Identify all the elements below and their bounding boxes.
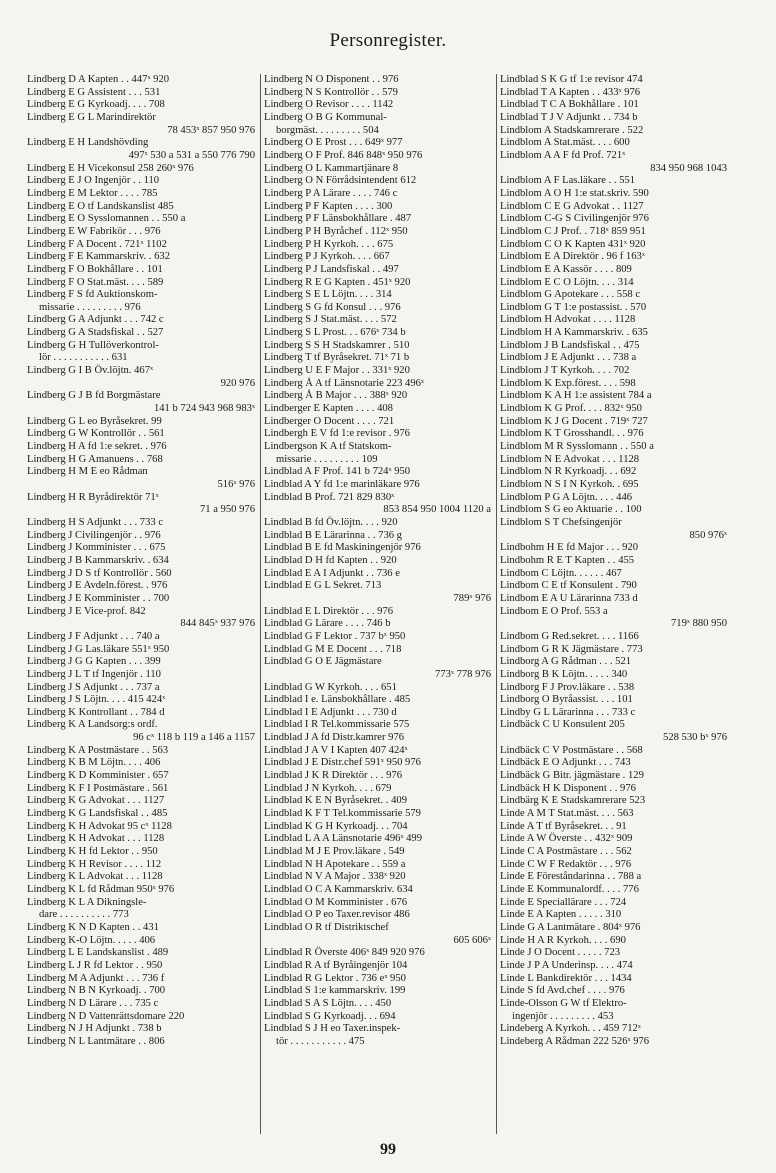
register-entry: Lindblad I e. Länsbokhållare . 485 <box>264 694 411 706</box>
register-entry: Lindberg K L fd Rådman 950ˣ 976 <box>27 884 175 895</box>
register-entry: Lindberg E G Kyrkoadj. . . . 708 <box>27 99 165 111</box>
register-entry: Lindblad N H Apotekare . . 559 a <box>264 858 406 870</box>
register-entry: Lindblad K F T Tel.kommissarie 579 <box>264 808 421 820</box>
register-entry: Lindberg K A Postmästare . . 563 <box>27 744 169 756</box>
register-entry: ingenjör . . . . . . . . . 453 <box>512 1010 614 1022</box>
register-entry: Lindblad K G H Kyrkoadj. . . 704 <box>264 820 408 832</box>
register-entry: Lindberg O B G Kommunal- <box>264 111 387 123</box>
register-entry-continuation: 789ˣ 976 <box>453 592 491 604</box>
register-entry: Lindberg H M E eo Rådman <box>27 466 148 478</box>
register-entry: Lindbärg K E Stadskamrerare 523 <box>500 795 646 807</box>
register-entry: missarie . . . . . . . . . 109 <box>276 453 378 465</box>
register-entry-continuation: 141 b 724 943 968 983ˣ <box>153 403 255 415</box>
register-entry: Lindberg E H Vicekonsul 258 260ˣ 976 <box>27 162 194 174</box>
register-entry: Lindblad O P eo Taxer.revisor 486 <box>264 909 410 921</box>
register-entry: Lindblom J E Adjunkt . . . 738 a <box>500 352 637 364</box>
register-column-2 <box>260 74 496 1134</box>
register-entry: Lindberg S S H Stadskamrer . 510 <box>264 339 410 351</box>
register-entry: Lindberg N D Lärare . . . 735 c <box>27 997 159 1009</box>
register-entry: Lindblad J A V I Kapten 407 424ˣ <box>264 744 408 756</box>
register-entry: Lindberg J F Adjunkt . . . 740 a <box>27 630 160 642</box>
register-entry: Lindblad T C A Bokhållare . 101 <box>500 99 639 111</box>
register-entry: Lindberg H R Byrådirektör 71ˣ <box>27 491 159 503</box>
register-entry: Linde J O Docent . . . . . 723 <box>500 947 621 959</box>
register-entry: Lindblom C-G S Civilingenjör 976 <box>500 213 649 225</box>
register-entry: Lindblom H A Kammarskriv. . 635 <box>500 327 648 339</box>
register-entry: Lindblad A Y fd 1:e marinläkare 976 <box>264 479 420 490</box>
register-entry: Lindblom N E Advokat . . . 1128 <box>500 453 640 465</box>
register-column-1 <box>24 74 260 1134</box>
register-entry: Lindberg H A fd 1:e sekret. . 976 <box>27 441 167 453</box>
register-entry: missarie . . . . . . . . . 976 <box>39 301 141 313</box>
register-entry: Lindborg F J Prov.läkare . . 538 <box>500 681 635 693</box>
register-entry: Lindblom K A H 1:e assistent 784 a <box>500 390 652 402</box>
register-entry: Lindberg N L Lantmätare . . 806 <box>27 1035 165 1047</box>
register-entry: Lindberg K H fd Lektor . . 950 <box>27 846 158 858</box>
register-entry-continuation: 605 606ˣ <box>453 934 491 946</box>
register-entry: Lindberg E G Assistent . . . 531 <box>27 86 161 98</box>
register-entry: Lindberg G J B fd Borgmästare <box>27 390 161 402</box>
register-entry: Lindblom A Stat.mäst. . . . 600 <box>500 137 630 149</box>
register-entry: Lindberg N J H Adjunkt . 738 b <box>27 1023 162 1035</box>
register-entry: Lindberg F O Bokhållare . . 101 <box>27 263 163 275</box>
register-entry: Lindberg K L Advokat . . . 1128 <box>27 871 163 883</box>
register-entry: Linde A M T Stat.mäst. . . . 563 <box>500 808 634 820</box>
register-entry: Lindeberg A Rådman 222 526ˣ 976 <box>500 1035 650 1047</box>
register-entry: Lindberg P J Landsfiskal . . 497 <box>264 263 399 275</box>
register-entry: Lindblad G O E Jägmästare <box>264 656 382 668</box>
register-entry: Lindberg Å A tf Länsnotarie 223 496ˣ <box>264 377 424 389</box>
register-entry: Lindblad A F Prof. 141 b 724ˣ 950 <box>264 466 411 478</box>
register-entry: Lindblad E L Direktör . . . 976 <box>264 605 394 617</box>
register-entry: Lindblom K Exp.förest. . . . 598 <box>500 377 636 389</box>
register-entry: Lindberg M A Adjunkt . . . 736 f <box>27 972 165 984</box>
register-entry: Lindblom M R Sysslomann . . 550 a <box>500 441 654 453</box>
register-entry: Lindberg N D Vattenrättsdomare 220 <box>27 1010 185 1022</box>
register-entry: Lindbäck G Bitr. jägmästare . 129 <box>500 770 644 782</box>
register-entry: Lindbohm R E T Kapten . . 455 <box>500 554 635 566</box>
register-entry: Linde E A Kapten . . . . . 310 <box>500 909 622 921</box>
register-entry: Lindblom K G Prof. . . . 832ˣ 950 <box>500 403 642 415</box>
register-entry: Lindblad O C A Kammarskriv. 634 <box>264 884 413 895</box>
register-entry: Lindberg K D Komminister . 657 <box>27 770 169 782</box>
register-entry: Lindblom S G eo Aktuarie . . 100 <box>500 504 642 516</box>
register-entry-continuation: 96 cˣ 118 b 119 a 146 a 1157 <box>133 732 255 744</box>
register-entry: Lindberg J B Kammarskriv. . 634 <box>27 554 169 566</box>
register-entry: Lindberg J E Komminister . . 700 <box>27 592 170 604</box>
register-entry: Lindberg K B M Löjtn. . . . 406 <box>27 757 161 769</box>
register-column-3 <box>496 74 732 1134</box>
register-entry: Lindblom G Apotekare . . . 558 c <box>500 289 641 301</box>
register-entry: Lindblad S 1:e kammarskriv. 199 <box>264 985 406 997</box>
register-entry: Lindblad S A S Löjtn. . . . 450 <box>264 997 392 1009</box>
register-entry: Lindblom A O H 1:e stat.skriv. 590 <box>500 187 649 199</box>
register-entry: lör . . . . . . . . . . . 631 <box>39 352 128 364</box>
register-entry: Lindblad G Lärare . . . . 746 b <box>264 618 391 630</box>
register-entry: Lindberg K H Advokat . . . 1128 <box>27 833 165 845</box>
register-entry: Lindblad O R tf Distriktschef <box>264 921 389 933</box>
register-entry: Lindbäck E O Adjunkt . . . 743 <box>500 757 631 769</box>
register-entry: Lindblom A Stadskamrerare . 522 <box>500 124 644 136</box>
register-entry: Lindberg P J Kyrkoh. . . . 667 <box>264 251 390 263</box>
register-entry: Lindberg G L eo Byråsekret. 99 <box>27 415 162 427</box>
register-entry: Lindblad B E Lärarinna . . 736 g <box>264 529 402 541</box>
register-entry-continuation: 850 976ˣ <box>689 529 727 541</box>
register-columns <box>24 74 758 1134</box>
register-entry: Lindbäck H K Disponent . . 976 <box>500 782 636 794</box>
register-entry: Lindberg P F Länsbokhållare . 487 <box>264 213 412 225</box>
register-entry-continuation: 834 950 968 1043 <box>650 162 727 174</box>
register-entry: Lindblom S T Chefsingenjör <box>500 516 622 528</box>
register-entry: Lindblad K E N Byråsekret. . 409 <box>264 795 407 807</box>
register-entry: Lindberg G I B Öv.löjtn. 467ˣ <box>27 365 154 377</box>
register-entry: Lindblad R A tf Byråingenjör 104 <box>264 959 408 971</box>
register-entry: Lindblom N S I N Kyrkoh. . 695 <box>500 479 639 490</box>
register-entry: Lindberg R E G Kapten . 451ˣ 920 <box>264 276 411 288</box>
register-entry: Lindberg J E Avdeln.förest. . 976 <box>27 580 168 592</box>
register-entry: Lindberg S G fd Konsul . . . 976 <box>264 301 401 313</box>
register-entry: Lindborg A G Rådman . . . 521 <box>500 656 632 668</box>
register-entry: Lindberg K A Landsorg:s ordf. <box>27 719 158 731</box>
register-entry: Lindbergson K A tf Statskom- <box>264 441 392 453</box>
register-entry: Linde L Bankdirektör . . . 1434 <box>500 972 632 984</box>
register-entry: Lindberg O N Förrådsintendent 612 <box>264 175 417 187</box>
register-entry: Lindblad J E Distr.chef 591ˣ 950 976 <box>264 757 421 769</box>
register-entry-continuation: 920 976 <box>220 377 255 389</box>
register-entry: Lindblom E A Kassör . . . . 809 <box>500 263 632 275</box>
register-entry: Lindblom N R Kyrkoadj. . . 692 <box>500 466 637 478</box>
register-entry: Lindberg T tf Byråsekret. 71ˣ 71 b <box>264 352 410 364</box>
register-entry: Lindblad T J V Adjunkt . . 734 b <box>500 111 638 123</box>
register-entry: Lindbom E O Prof. 553 a <box>500 605 608 617</box>
register-entry: Lindblad S K G tf 1:e revisor 474 <box>500 74 643 85</box>
register-entry: Lindbohm H E fd Major . . . 920 <box>500 542 638 554</box>
register-entry: Lindblad E A I Adjunkt . . 736 e <box>264 567 400 579</box>
register-entry: Linde E Kommunalordf. . . . 776 <box>500 884 639 895</box>
register-entry: Lindblad L A A Länsnotarie 496ˣ 499 <box>264 833 423 845</box>
register-entry: Lindberg G A Stadsfiskal . . 527 <box>27 327 164 339</box>
register-entry-continuation: 853 854 950 1004 1120 a <box>383 504 491 516</box>
register-entry: Lindblad S J H eo Taxer.inspek- <box>264 1023 401 1035</box>
register-entry: Linde J P A Underinsp. . . . 474 <box>500 959 633 971</box>
register-entry: Lindberger O Docent . . . . 721 <box>264 415 395 427</box>
register-entry: Lindberg O Revisor . . . . 1142 <box>264 99 394 111</box>
register-entry: Linde E Föreståndarinna . . 788 a <box>500 871 642 883</box>
register-entry: Lindblom C E G Advokat . . 1127 <box>500 200 644 212</box>
register-entry: Lindberg J G Las.läkare 551ˣ 950 <box>27 643 170 655</box>
register-entry: Linde E Speciallärare . . . 724 <box>500 896 627 908</box>
register-entry: Lindberg J Komminister . . . 675 <box>27 542 166 554</box>
register-entry: Lindblad N V A Major . 338ˣ 920 <box>264 871 406 883</box>
register-entry: tör . . . . . . . . . . . 475 <box>276 1035 365 1047</box>
register-entry: Lindberg S J Stat.mäst. . . . 572 <box>264 314 397 326</box>
register-entry: Lindberg K H Advokat 95 cˣ 1128 <box>27 820 172 832</box>
register-entry: Lindblad G W Kyrkoh. . . . 651 <box>264 681 397 693</box>
register-entry: Lindblad B E fd Maskiningenjör 976 <box>264 542 421 554</box>
register-entry: Linde G A Lantmätare . 804ˣ 976 <box>500 921 641 933</box>
register-entry: Lindberg E O tf Landskanslist 485 <box>27 200 174 212</box>
register-entry: Lindeberg A Kyrkoh. . . 459 712ˣ <box>500 1023 641 1035</box>
register-entry: Lindblad R Överste 406ˣ 849 920 976 <box>264 947 425 959</box>
register-entry: Lindberg F O Stat.mäst. . . . 589 <box>27 276 164 288</box>
register-entry: dare . . . . . . . . . . 773 <box>39 909 129 921</box>
register-entry: Lindberg F E Kammarskriv. . 632 <box>27 251 170 263</box>
register-entry: Lindberg N S Kontrollör . . 579 <box>264 86 398 98</box>
register-entry: Lindberg J L T tf Ingenjör . 110 <box>27 668 161 680</box>
register-entry: Lindberg U E F Major . . 331ˣ 920 <box>264 365 410 377</box>
register-entry: Linde A T tf Byråsekret. . . 91 <box>500 820 627 832</box>
register-entry: Lindberg K H Revisor . . . . 112 <box>27 858 162 870</box>
register-entry: Lindblad M J E Prov.läkare . 549 <box>264 846 405 858</box>
register-entry: Lindberg K G Landsfiskal . . 485 <box>27 808 168 820</box>
register-entry: Lindbergh E V fd 1:e revisor . 976 <box>264 428 410 440</box>
page-number: 99 <box>380 1141 396 1158</box>
register-entry: Lindberg J E Vice-prof. 842 <box>27 605 146 617</box>
register-entry-continuation: 497ˣ 530 a 531 a 550 776 790 <box>128 149 255 161</box>
register-entry: Lindberg K N D Kapten . . 431 <box>27 921 159 933</box>
register-entry: Lindblad B fd Öv.löjtn. . . . 920 <box>264 516 398 528</box>
register-entry: Lindblom E A Direktör . 96 f 163ˣ <box>500 251 645 263</box>
register-entry: Lindblom J B Landsfiskal . . 475 <box>500 339 640 351</box>
register-entry: Lindbäck C U Konsulent 205 <box>500 719 625 731</box>
register-entry: Lindblom C O K Kapten 431ˣ 920 <box>500 238 646 250</box>
register-entry: Lindblad O M Komminister . 676 <box>264 896 408 908</box>
register-entry: Lindblad R G Lektor . 736 eˣ 950 <box>264 972 406 984</box>
register-entry: Lindberg J S Löjtn. . . . 415 424ˣ <box>27 694 166 706</box>
page-title: Personregister. <box>329 30 447 51</box>
register-entry: Lindbom G Red.sekret. . . . 1166 <box>500 630 639 642</box>
register-entry: Lindberg L J R fd Lektor . . 950 <box>27 959 163 971</box>
register-entry: Lindberg N O Disponent . . 976 <box>264 74 399 85</box>
register-entry: Lindberg E O Sysslomannen . . 550 a <box>27 213 186 225</box>
register-entry: Lindby G L Lärarinna . . . 733 c <box>500 706 636 718</box>
register-entry: Lindblad T A Kapten . . 433ˣ 976 <box>500 86 641 98</box>
register-entry: Linde S fd Avd.chef . . . . 976 <box>500 985 625 997</box>
register-entry: Lindberg O F Prof. 846 848ˣ 950 976 <box>264 149 423 161</box>
register-entry-continuation: 71 a 950 976 <box>199 504 255 516</box>
register-entry-continuation: 78 453ˣ 857 950 976 <box>167 124 255 136</box>
register-entry: Lindberg K G Advokat . . . 1127 <box>27 795 165 807</box>
register-entry: Lindblad D H fd Kapten . . 920 <box>264 554 397 566</box>
register-entry: Linde A W Överste . . 432ˣ 909 <box>500 833 633 845</box>
register-entry: Lindberg F S fd Auktionskom- <box>27 289 158 301</box>
register-entry: Lindberg P F Kapten . . . . 300 <box>264 200 393 212</box>
register-entry: Linde-Olsson G W tf Elektro- <box>500 997 627 1009</box>
register-entry-continuation: 773ˣ 778 976 <box>434 668 491 680</box>
register-entry: Lindberg S E L Löjtn. . . . 314 <box>264 289 392 301</box>
register-entry: Lindberg G A Adjunkt . . . 742 c <box>27 314 164 326</box>
register-entry: Lindblad G M E Docent . . . 718 <box>264 643 402 655</box>
register-entry: Linde H A R Kyrkoh. . . . 690 <box>500 934 626 946</box>
register-entry-continuation: 719ˣ 880 950 <box>670 618 727 630</box>
register-entry: Lindblom K J G Docent . 719ˣ 727 <box>500 415 648 427</box>
register-entry: Lindberg L E Landskanslist . 489 <box>27 947 169 959</box>
register-entry-continuation: 528 530 bˣ 976 <box>663 732 727 744</box>
register-entry: Lindblad I R Tel.kommissarie 575 <box>264 719 410 731</box>
register-entry: Lindberg O E Prost . . . 649ˣ 977 <box>264 137 403 149</box>
register-entry: Lindberg N B N Kyrkoadj. . 700 <box>27 985 166 997</box>
register-entry: Lindbom E A U Lärarinna 733 d <box>500 592 638 604</box>
register-entry: Lindberg E G L Marindirektör <box>27 111 156 123</box>
register-entry: Lindberg E M Lektor . . . . 785 <box>27 187 158 199</box>
register-entry: Lindblad E G L Sekret. 713 <box>264 580 382 592</box>
register-entry: Lindberg J G G Kapten . . . 399 <box>27 656 161 668</box>
register-entry: Lindblad G F Lektor . 737 bˣ 950 <box>264 630 406 642</box>
register-entry: Lindblom P G A Löjtn. . . . 446 <box>500 491 633 503</box>
register-entry: Lindborg B K Löjtn. . . . . 340 <box>500 668 628 680</box>
register-entry: Lindberg P A Lärare . . . . 746 c <box>264 187 398 199</box>
register-entry: Linde C A Postmästare . . . 562 <box>500 846 632 858</box>
register-entry: Lindberg P H Kyrkoh. . . . 675 <box>264 238 394 250</box>
register-entry: Lindblom J T Kyrkoh. . . . 702 <box>500 365 630 377</box>
register-entry-continuation: 516ˣ 976 <box>217 479 255 490</box>
register-entry: Lindblad B Prof. 721 829 830ˣ <box>264 491 395 503</box>
register-entry: Lindberg G H Tullöverkontrol- <box>27 339 159 351</box>
register-entry: Lindberg O L Kammartjänare 8 <box>264 162 399 174</box>
register-entry: Lindblom K T Grosshandl. . . 976 <box>500 428 644 440</box>
register-entry: Lindberg K F I Postmästare . 561 <box>27 782 169 794</box>
register-entry: Lindberg Å B Major . . . 388ˣ 920 <box>264 390 408 402</box>
register-entry: Lindbom C E tf Konsulent . 790 <box>500 580 637 592</box>
register-entry: Lindberg E H Landshövding <box>27 137 149 149</box>
register-entry: Lindbäck C V Postmästare . . 568 <box>500 744 643 756</box>
register-entry: Lindbom C Löjtn. . . . . . 467 <box>500 567 622 579</box>
register-entry: Lindberg P H Byråchef . 112ˣ 950 <box>264 225 408 237</box>
register-entry: Lindblad J A fd Distr.kamrer 976 <box>264 732 405 744</box>
register-entry: Lindberg K Kontrollant . . 784 d <box>27 706 165 718</box>
register-entry: Lindblad I E Adjunkt . . . 730 d <box>264 706 397 718</box>
register-entry: Lindblom E C O Löjtn. . . . 314 <box>500 276 634 288</box>
register-entry: Lindberg K-O Löjtn. . . . . 406 <box>27 934 156 946</box>
register-entry: Lindblom G T 1:e postassist. . 570 <box>500 301 647 313</box>
register-entry: Lindblom H Advokat . . . . 1128 <box>500 314 636 326</box>
register-entry: Lindberg E W Fabrikör . . . 976 <box>27 225 161 237</box>
register-entry: borgmäst. . . . . . . . . 504 <box>276 124 379 136</box>
register-entry: Lindberg K L A Dikningsle- <box>27 896 147 908</box>
register-entry: Lindberg F A Docent . 721ˣ 1102 <box>27 238 167 250</box>
register-entry: Lindblad S G Kyrkoadj. . . 694 <box>264 1010 396 1022</box>
register-entry: Lindberg J S Adjunkt . . . 737 a <box>27 681 160 693</box>
register-entry: Lindberg E J O Ingenjör . . 110 <box>27 175 160 187</box>
register-entry: Lindberg J Civilingenjör . . 976 <box>27 529 161 541</box>
register-entry: Lindbom G R K Jägmästare . 773 <box>500 643 643 655</box>
register-entry: Lindberg J D S tf Kontrollör . 560 <box>27 567 172 579</box>
register-entry: Lindberg D A Kapten . . 447ˣ 920 <box>27 74 170 85</box>
register-entry-continuation: 844 845ˣ 937 976 <box>180 618 255 630</box>
register-entry: Lindberger E Kapten . . . . 408 <box>264 403 393 415</box>
register-entry: Lindblad J K R Direktör . . . 976 <box>264 770 402 782</box>
register-entry: Lindblom C J Prof. . 718ˣ 859 951 <box>500 225 646 237</box>
register-entry: Lindberg S L Prost. . . 676ˣ 734 b <box>264 327 406 339</box>
register-entry: Lindblad J N Kyrkoh. . . . 679 <box>264 782 392 794</box>
register-entry: Lindberg G W Kontrollör . . 561 <box>27 428 165 440</box>
register-entry: Linde C W F Redaktör . . . 976 <box>500 858 632 870</box>
register-entry: Lindberg H G Amanuens . . 768 <box>27 453 163 465</box>
register-entry: Lindberg H S Adjunkt . . . 733 c <box>27 516 164 528</box>
register-entry: Lindblom A F Las.läkare . . 551 <box>500 175 636 187</box>
register-entry: Lindblom A A F fd Prof. 721ˣ <box>500 149 626 161</box>
register-entry: Lindborg O Byråassist. . . . 101 <box>500 694 633 706</box>
